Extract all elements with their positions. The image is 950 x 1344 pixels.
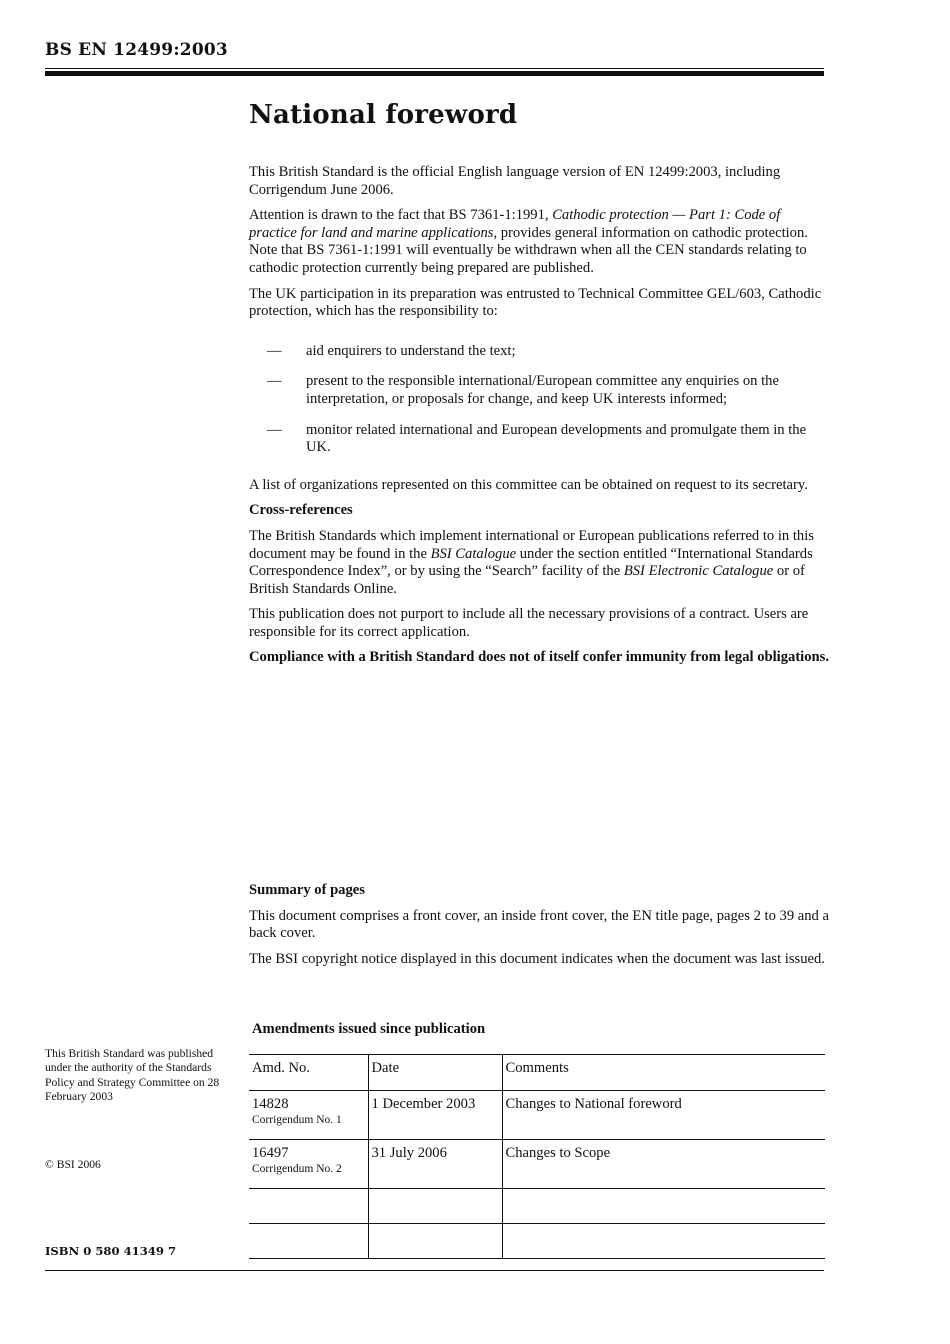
date-cell: 1 December 2003	[368, 1091, 502, 1140]
isbn: ISBN 0 580 41349 7	[45, 1244, 177, 1258]
cross-references-heading: Cross-references	[249, 502, 353, 519]
table-row	[249, 1140, 825, 1189]
cross-references-paragraph-2: This publication does not purport to include all the necessary provisions of a contract. Users are responsible for its correct application.	[249, 606, 809, 640]
empty-cell	[249, 1224, 368, 1259]
empty-cell	[502, 1189, 825, 1224]
cross-references-paragraph-1	[249, 528, 829, 598]
header-rule-thick	[45, 71, 824, 76]
column-header-amd-no: Amd. No.	[249, 1055, 368, 1091]
page-title: National foreword	[249, 100, 518, 130]
footer-rule	[45, 1270, 824, 1271]
amendments-table	[249, 1054, 825, 1259]
empty-cell	[368, 1189, 502, 1224]
bsi-electronic-catalogue-title: BSI Electronic Catalogue	[623, 563, 774, 580]
xref-text-a: The British Standards which implement international or European publications referred to in this document may be found in the	[249, 527, 814, 562]
header-rule-thin	[45, 68, 824, 69]
list-item	[249, 422, 829, 457]
column-header-date: Date	[368, 1055, 502, 1091]
amd-number: 16497	[252, 1145, 289, 1161]
summary-paragraph-2: The BSI copyright notice displayed in this document indicates when the document was last issued.	[249, 950, 825, 967]
intro-paragraph-3: The UK participation in its preparation was entrusted to Technical Committee GEL/603, Cathodic protection, which has the responsibility to:	[249, 285, 822, 320]
xref-text-b: under the section entitled “International Standards Correspondence Index”, or by using the “Search” facility of the	[249, 545, 813, 580]
intro-paragraph-1: This British Standard is the official English language version of EN 12499:2003, including Corrigendum June 2006.	[249, 164, 781, 198]
intro-p2-end: , provides general information on cathodic protection. Note that BS 7361-1:1991 will eventually be withdrawn when all the CEN standards relating to cathodic protection currently being prepared are published.	[249, 224, 808, 276]
table-row	[249, 1091, 825, 1140]
list-item	[249, 373, 829, 408]
intro-paragraph-2	[249, 207, 829, 277]
amendments-title: Amendments issued since publication	[252, 1021, 486, 1037]
comments-cell: Changes to Scope	[502, 1140, 825, 1189]
committee-list-paragraph: A list of organizations represented on this committee can be obtained on request to its secretary.	[249, 476, 808, 493]
table-row-empty	[249, 1224, 825, 1259]
table-row-empty	[249, 1189, 825, 1224]
dash-bullet: —	[267, 373, 282, 390]
table-header-row	[249, 1055, 825, 1091]
list-item	[249, 343, 829, 361]
dash-bullet: —	[267, 421, 282, 438]
empty-cell	[249, 1189, 368, 1224]
amd-no-cell	[249, 1140, 368, 1189]
foreword-body	[249, 164, 829, 675]
xref-text-c: or of British Standards Online.	[249, 563, 805, 597]
empty-cell	[502, 1224, 825, 1259]
summary-paragraph-1: This document comprises a front cover, an inside front cover, the EN title page, pages 2 to 39 and a back cover.	[249, 907, 829, 942]
document-code: BS EN 12499:2003	[45, 40, 228, 60]
comments-cell: Changes to National foreword	[502, 1091, 825, 1140]
dash-bullet: —	[267, 342, 282, 359]
date-cell: 31 July 2006	[368, 1140, 502, 1189]
list-item-text: monitor related international and European developments and promulgate them in the UK.	[306, 421, 807, 456]
list-item-text: aid enquirers to understand the text;	[306, 342, 516, 359]
corrigendum-label: Corrigendum No. 1	[252, 1114, 342, 1126]
empty-cell	[368, 1224, 502, 1259]
amd-no-cell	[249, 1091, 368, 1140]
publication-authority: This British Standard was published under the authority of the Standards Policy and Strategy Committee on 28 February 2003	[45, 1047, 220, 1103]
list-item-text: present to the responsible international/European committee any enquiries on the interpretation, or proposals for change, and keep UK interests informed;	[306, 373, 779, 407]
amd-number: 14828	[252, 1096, 289, 1112]
responsibility-list	[249, 343, 829, 457]
intro-p2-title: Cathodic protection — Part 1: Code of practice for land and marine applications	[249, 207, 781, 241]
intro-p2-start: Attention is drawn to the fact that BS 7361-1:1991,	[249, 207, 553, 224]
copyright-notice: © BSI 2006	[45, 1158, 101, 1171]
summary-section	[249, 882, 829, 976]
column-header-comments: Comments	[502, 1055, 825, 1091]
summary-heading: Summary of pages	[249, 882, 365, 898]
corrigendum-label: Corrigendum No. 2	[252, 1163, 342, 1175]
compliance-statement: Compliance with a British Standard does not of itself confer immunity from legal obligations.	[249, 649, 829, 666]
bsi-catalogue-title: BSI Catalogue	[430, 545, 517, 562]
